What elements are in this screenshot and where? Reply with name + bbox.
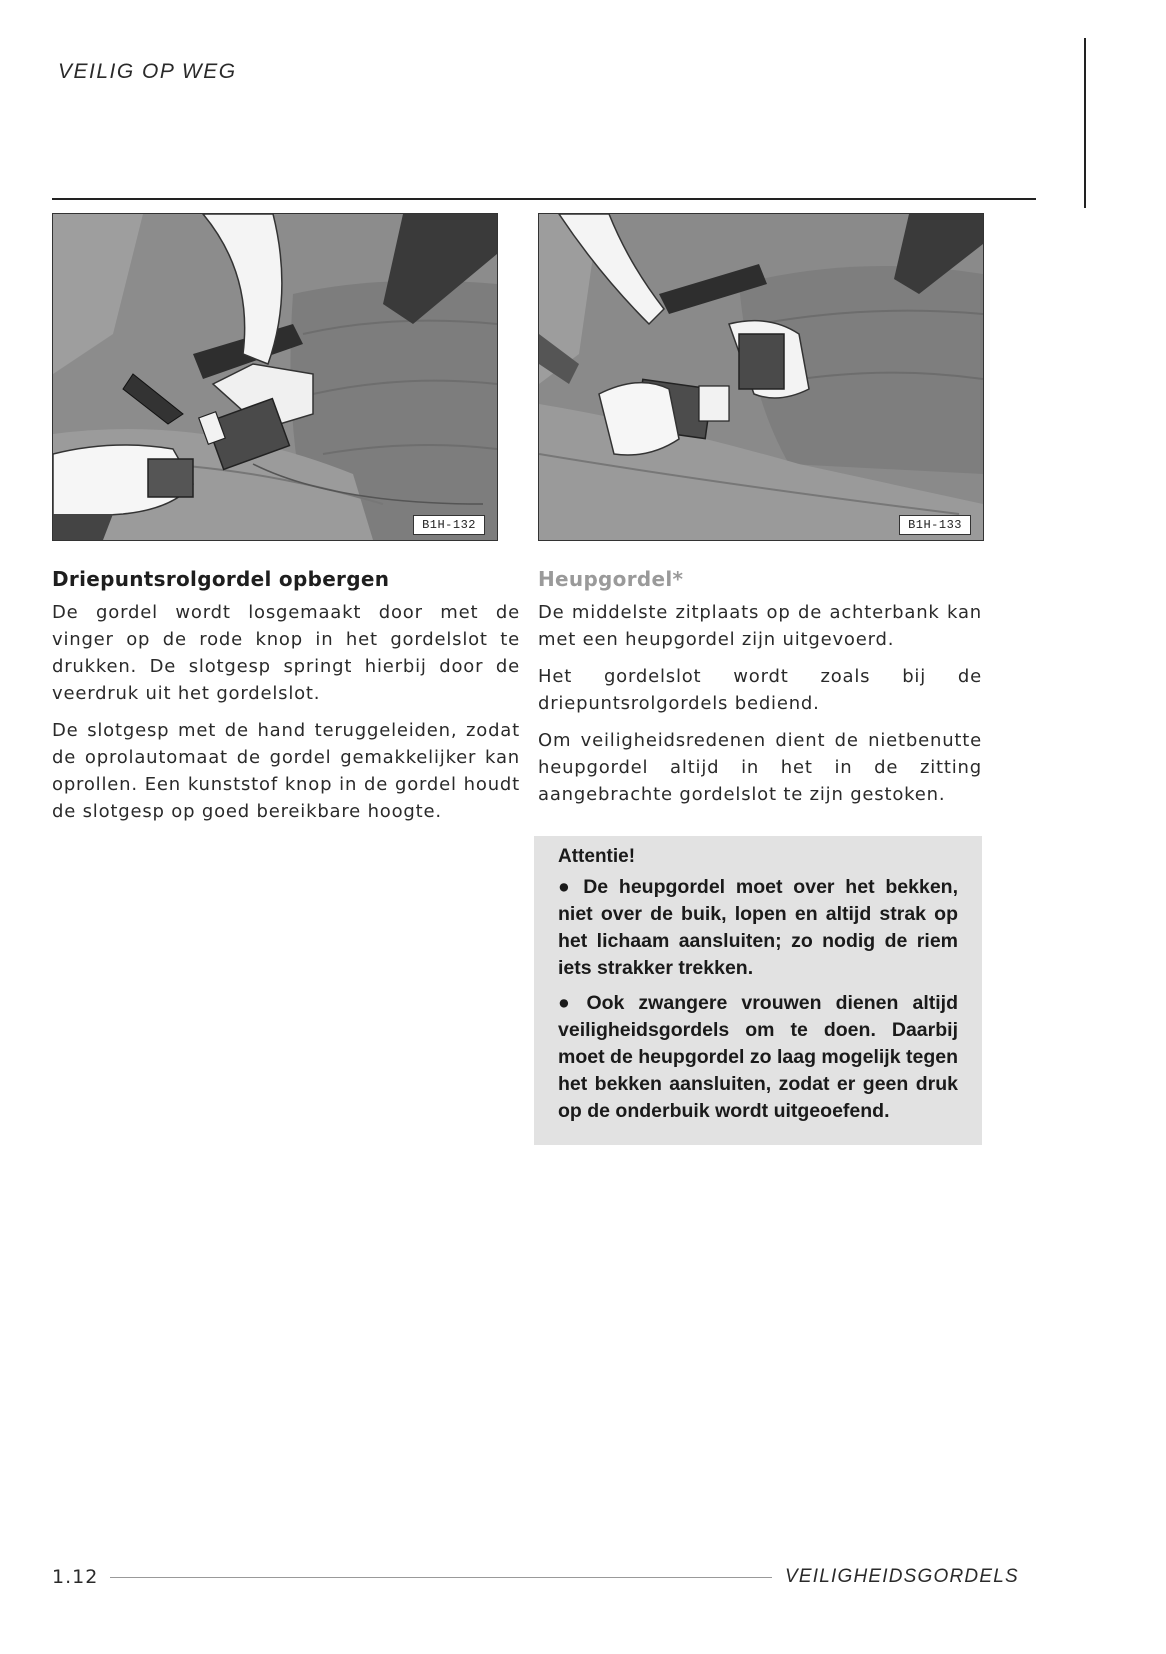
attention-item-text: De heupgordel moet over het bekken, niet over de buik, lopen en altijd strak op het lichaam aansluiten; zo nodig de riem iets strakker trekken.	[558, 876, 958, 979]
attention-item	[558, 874, 958, 982]
paragraph: Om veiligheidsredenen dient de nietbenutte heupgordel altijd in het in de zitting aangebrachte gordelslot te zijn gestoken.	[538, 730, 982, 805]
left-column	[52, 567, 520, 835]
paragraph: De gordel wordt losgemaakt door met de vinger op de rode knop in het gordelslot te drukken. De slotgesp springt hierbij door de veerdruk uit het gordelslot.	[52, 602, 520, 704]
running-header: VEILIG OP WEG	[58, 60, 237, 83]
footer-rule	[110, 1577, 772, 1578]
figure-label: B1H-133	[899, 515, 971, 535]
paragraph: Het gordelslot wordt zoals bij de driepuntsrolgordels bediend.	[538, 666, 982, 714]
figure-belt-release	[52, 213, 498, 541]
figure-lap-belt	[538, 213, 984, 541]
section-heading: Heupgordel*	[538, 567, 684, 591]
header-rule	[52, 198, 1036, 200]
paragraph: De middelste zitplaats op de achterbank kan met een heupgordel zijn uitgevoerd.	[538, 602, 982, 650]
bullet-icon: ●	[558, 992, 579, 1014]
belt-release-illustration	[53, 214, 497, 540]
footer-section-title: VEILIGHEIDSGORDELS	[785, 1566, 1019, 1587]
figure-label: B1H-132	[413, 515, 485, 535]
attention-box	[534, 836, 982, 1145]
attention-item-text: Ook zwangere vrouwen dienen altijd veiligheidsgordels om te doen. Daarbij moet de heupgordel zo laag mogelijk tegen het bekken aansluiten, zodat er geen druk op de onderbuik wordt uitgeoefend.	[558, 992, 959, 1122]
section-heading: Driepuntsrolgordel opbergen	[52, 567, 390, 591]
paragraph: De slotgesp met de hand teruggeleiden, zodat de oprolautomaat de gordel gemakkelijker kan oprollen. Een kunststof knop in de gordel houdt de slotgesp op goed bereikbare hoogte.	[52, 720, 520, 822]
margin-rule	[1084, 38, 1086, 208]
attention-item	[558, 990, 958, 1125]
bullet-icon: ●	[558, 876, 576, 898]
page-number: 1.12	[52, 1566, 99, 1588]
right-column	[538, 567, 982, 818]
attention-title: Attentie!	[558, 846, 636, 867]
lap-belt-illustration	[539, 214, 983, 540]
